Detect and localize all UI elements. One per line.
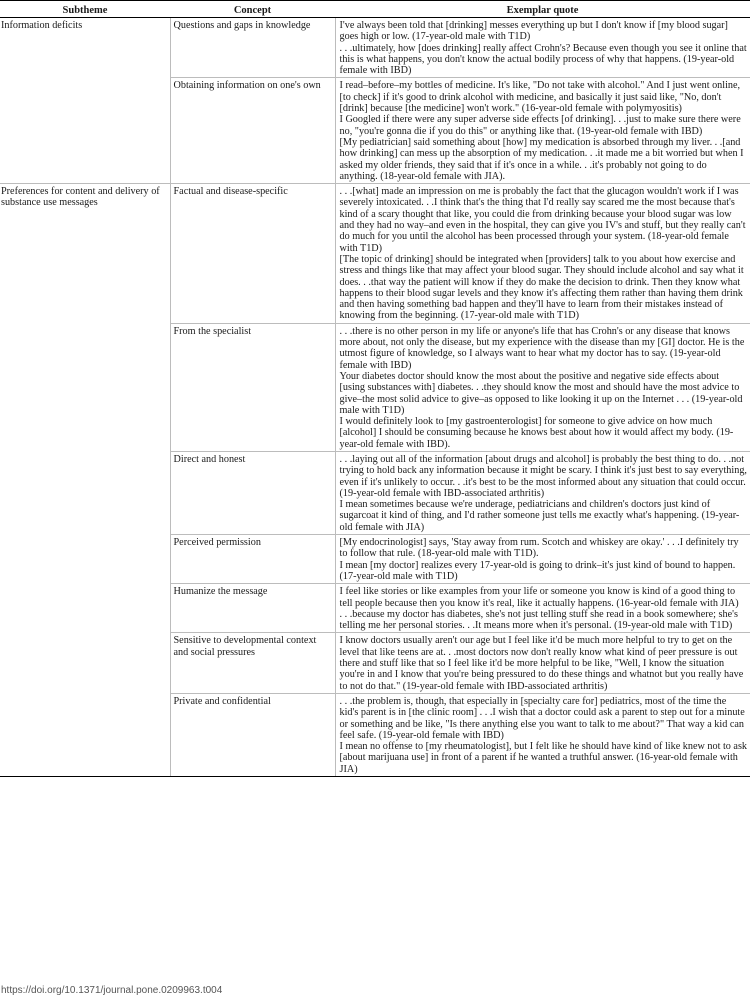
- quote-cell: [335, 693, 750, 776]
- exemplar-quote: [My endocrinologist] says, 'Stay away from rum. Scotch and whiskey are okay.' . . .I definitely try to follow that rule. (18-year-old male with T1D).: [339, 537, 739, 560]
- concept-cell: Perceived permission: [170, 535, 335, 584]
- quote-cell: [335, 184, 750, 324]
- quote-cell: [335, 633, 750, 693]
- quote-cell: [335, 78, 750, 184]
- table-row: [0, 184, 750, 324]
- subtheme-cell: Information deficits: [0, 18, 170, 78]
- subtheme-cell: [0, 693, 170, 776]
- exemplar-quote: . . .[what] made an impression on me is probably the fact that the glucagon wouldn't work if I was severely intoxicated. . .I think that's the thing that I'd really say scared me the most because that's kind of a scary thought that like, you could die from drinking because your blood sugar was low and they had no way–and even in the hospital, they can give you IV's and stuff, but they really can't do much for you until the alcohol has been processed through your system. (18-year-old female with T1D): [339, 186, 746, 254]
- concept-cell: Direct and honest: [170, 451, 335, 534]
- subtheme-cell: [0, 323, 170, 451]
- table-row: [0, 693, 750, 776]
- quote-cell: [335, 18, 750, 78]
- subtheme-cell: [0, 633, 170, 693]
- concept-cell: Factual and disease-specific: [170, 184, 335, 324]
- concept-cell: Obtaining information on one's own: [170, 78, 335, 184]
- exemplar-quote: I would definitely look to [my gastroenterologist] for someone to give advice on how much [alcohol] I should be consuming because he knows best about how it would affect my body. (19-year-old female with IBD).: [339, 416, 734, 450]
- subtheme-cell: [0, 535, 170, 584]
- exemplar-quote: I feel like stories or like examples from your life or someone you know is kind of a good thing to tell people because then you know it's real, like it actually happens. (16-year-old female with JIA): [339, 586, 739, 609]
- concept-cell: Humanize the message: [170, 584, 335, 633]
- table-row: [0, 323, 750, 451]
- header-exemplar-quote: Exemplar quote: [335, 1, 750, 18]
- exemplar-quote: . . .because my doctor has diabetes, she's not just telling stuff she read in a book somewhere; she's telling me her personal stories. . .It means more when it's personal. (19-year-old male with T1D): [339, 608, 738, 632]
- header-concept: Concept: [170, 1, 335, 18]
- exemplar-quote: [The topic of drinking] should be integrated when [providers] talk to you about how exercise and stress and things like that may affect your blood sugar. They should include alcohol and say what it does. . .that way the patient will know if they do make the decision to drink. Then they know what happens to their blood sugar levels and they know it's affecting them rather than having them drink and then having something bad happen and they'll have to learn from their mistakes instead of knowing from the beginning. (17-year-old male with T1D): [339, 253, 744, 322]
- subtheme-cell: [0, 78, 170, 184]
- header-subtheme: Subtheme: [0, 1, 170, 18]
- subtheme-cell: Preferences for content and delivery of substance use messages: [0, 184, 170, 324]
- table-row: [0, 78, 750, 184]
- concept-cell: From the specialist: [170, 323, 335, 451]
- subtheme-cell: [0, 451, 170, 534]
- exemplar-quote: Your diabetes doctor should know the most about the positive and negative side effects about [using substances with] diabetes. . .they should know the most and should have the most advice to give–the most solid advice to give–as opposed to like looking it up on the Internet . . . (19-year-old male with T1D): [339, 370, 743, 416]
- quote-cell: [335, 535, 750, 584]
- concept-cell: Questions and gaps in knowledge: [170, 18, 335, 78]
- exemplar-quote: I know doctors usually aren't our age but I feel like it'd be much more helpful to try to get on the level that like teens are at. . .most doctors now don't really know what kind of peer pressure is out there and stuff like that so I feel like it'd be more helpful to be like, "Well, I know the situation you're in and I know that you're being pressured to do these things and whatnot but you really have to not do that." (19-year-old female with IBD-associated arthritis): [339, 635, 744, 692]
- exemplar-quote: I mean [my doctor] realizes every 17-year-old is going to drink–it's just kind of bound to happen. (17-year-old male with T1D): [339, 559, 736, 582]
- quote-cell: [335, 323, 750, 451]
- exemplar-quote: I Googled if there were any super adverse side effects [of drinking]. . .just to make sure there were no, "you're gonna die if you do this" or anything like that. (19-year-old female with IBD): [339, 114, 741, 137]
- table-row: [0, 584, 750, 633]
- exemplar-quote: I mean no offense to [my rheumatologist], but I felt like he should have kind of like knew not to ask [about marijuana use] in front of a parent if he wanted a truthful answer. (16-year-old female with JIA): [339, 741, 748, 775]
- exemplar-quote: I mean sometimes because we're underage, pediatricians and children's doctors just kind of sugarcoat it kind of thing, and I'd rather someone just tells me exactly what's happening. (19-year-old female with JIA): [339, 499, 740, 533]
- table-row: [0, 18, 750, 78]
- exemplar-quote: . . .laying out all of the information [about drugs and alcohol] is probably the best thing to do. . .not trying to hold back any information because it might be scary. I think it's just best to say everything, even if it's unlikely to occur. . .it's best to be the most informed about any situation that could occur. (19-year-old female with IBD-associated arthritis): [339, 453, 747, 499]
- exemplar-quote: [My pediatrician] said something about [how] my medication is absorbed through my liver. . .[and how drinking] can mess up the absorption of my medication. . .it made me a bit worried but when I asked my older friends, they said that if it's once in a while. . .it's probably not going to do anything. (18-year-old female with JIA).: [339, 136, 744, 182]
- exemplar-quote: . . .the problem is, though, that especially in [specialty care for] pediatrics, most of the time the kid's parent is in [the clinic room] . . .I wish that a doctor could ask a parent to step out for a minute or something and be like, "Is there anything else you want to talk to me about?" That way a kid can feel safe. (19-year-old female with IBD): [339, 695, 745, 741]
- exemplar-quote: . . .there is no other person in my life or anyone's life that has Crohn's or any disease that knows more about, not only the disease, but my experience with the disease than my [GI] doctor. He is the utmost figure of knowledge, so I always want to hear what my doctor has to say. (19-year-old female with IBD): [339, 325, 745, 371]
- exemplar-quote: I've always been told that [drinking] messes everything up but I don't know if [my blood sugar] goes high or low. (17-year-old male with T1D): [339, 20, 728, 43]
- table-header: [0, 1, 750, 18]
- concept-cell: Sensitive to developmental context and social pressures: [170, 633, 335, 693]
- subtheme-cell: [0, 584, 170, 633]
- exemplar-quote: . . .ultimately, how [does drinking] really affect Crohn's? Because even though you see it online that this is what happens, you don't know the actual bodily process of why that happens. (19-year-old female with IBD): [339, 42, 747, 77]
- table-row: [0, 451, 750, 534]
- quote-cell: [335, 451, 750, 534]
- exemplar-quote: I read–before–my bottles of medicine. It's like, "Do not take with alcohol." And I just went online, [to check] if it's good to drink alcohol with medicine, and basically it just said like, "No, don't [drink] because [the medicine] won't work." (16-year-old female with polymyositis): [339, 80, 741, 115]
- concept-cell: Private and confidential: [170, 693, 335, 776]
- table-row: [0, 535, 750, 584]
- table-row: [0, 633, 750, 693]
- quote-cell: [335, 584, 750, 633]
- table-body: [0, 18, 750, 777]
- doi-link[interactable]: https://doi.org/10.1371/journal.pone.0209963.t004: [1, 985, 223, 996]
